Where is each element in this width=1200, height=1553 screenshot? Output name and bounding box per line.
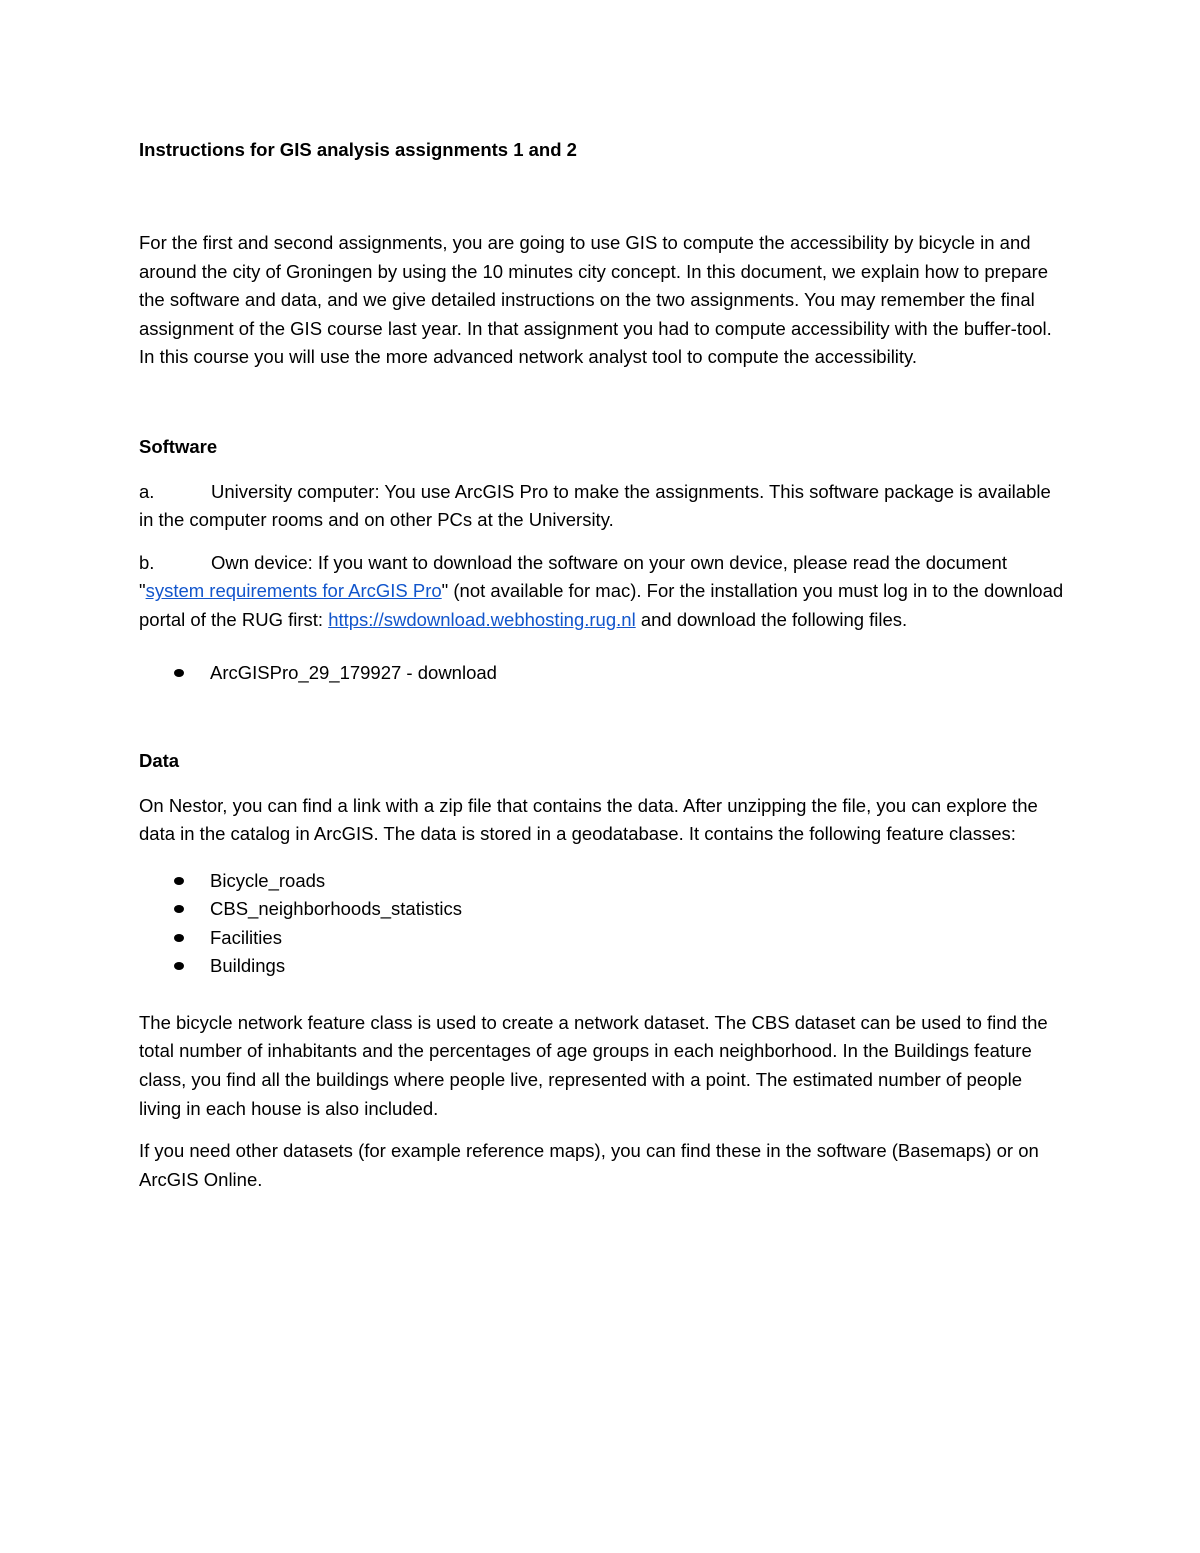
spacer (139, 172, 1069, 229)
spacer (139, 849, 1069, 867)
bullet-icon (174, 669, 184, 677)
system-requirements-link[interactable]: system requirements for ArcGIS Pro (145, 580, 442, 602)
download-list (139, 659, 1069, 688)
list-item: CBS_neighborhoods_statistics (139, 895, 1069, 924)
spacer (139, 535, 1069, 549)
item-b-text: Own device: If you want to download the software on your own device, please read the document "system requirements for ArcGIS Pro" (not available for mac). For the installation you must log in to the download portal of the RUG first: https://swdownload.webhosting.rug.nl and download the following files. (139, 551, 1064, 630)
other-datasets-paragraph: If you need other datasets (for example reference maps), you can find these in the software (Basemaps) or on ArcGIS Online. (139, 1140, 1039, 1190)
list-item: Bicycle_roads (139, 867, 1069, 896)
intro-paragraph: For the first and second assignments, you are going to use GIS to compute the accessibility by bicycle in and around the city of Groningen by using the 10 minutes city concept. In this document, we explain how to prepare the software and data, and we give detailed instructions on the two assignments. You may remember the final assignment of the GIS course last year. In that assignment you had to compute accessibility with the buffer-tool. In this course you will use the more advanced network analyst tool to compute the accessibility. (139, 232, 1052, 368)
spacer (139, 372, 1069, 433)
list-item: ArcGISPro_29_179927 - download (139, 659, 1069, 688)
list-item: Buildings (139, 952, 1069, 981)
feature-class-list (139, 867, 1069, 981)
bullet-icon (174, 877, 184, 885)
item-a-label: a. (139, 480, 155, 502)
download-portal-link[interactable]: https://swdownload.webhosting.rug.nl (328, 608, 636, 630)
item-b-label: b. (139, 551, 155, 573)
spacer (139, 981, 1069, 1009)
spacer (139, 635, 1069, 659)
software-heading: Software (139, 435, 218, 457)
document-page (139, 136, 1069, 1194)
list-item: Facilities (139, 924, 1069, 953)
data-description-paragraph: The bicycle network feature class is used to create a network dataset. The CBS dataset can be used to find the total number of inhabitants and the percentages of age groups in each neighborhood. In the Buildings feature class, you find all the buildings where people live, represented with a point. The estimated number of people living in each house is also included. (139, 1011, 1048, 1119)
data-heading: Data (139, 750, 180, 772)
spacer (139, 1123, 1069, 1137)
bullet-icon (174, 934, 184, 942)
spacer (139, 776, 1069, 792)
item-a-text: University computer: You use ArcGIS Pro to make the assignments. This software package is available in the computer rooms and on other PCs at the University. (139, 480, 1051, 531)
data-intro-paragraph: On Nestor, you can find a link with a zip file that contains the data. After unzipping the file, you can explore the data in the catalog in ArcGIS. The data is stored in a geodatabase. It contains the following feature classes: (139, 794, 1038, 845)
document-title: Instructions for GIS analysis assignments 1 and 2 (139, 139, 577, 160)
bullet-icon (174, 905, 184, 913)
spacer (139, 687, 1069, 747)
bullet-icon (174, 962, 184, 970)
spacer (139, 462, 1069, 478)
